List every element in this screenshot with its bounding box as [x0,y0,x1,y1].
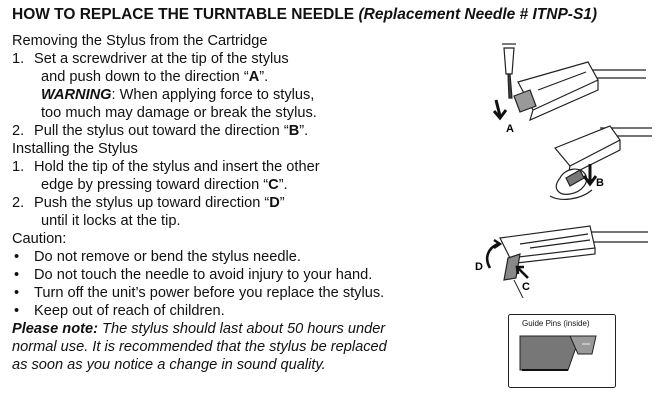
installing-step-2: 2. Push the stylus up toward direction “D” [12,195,285,211]
figure-guide-pins [508,314,616,388]
warning-label: WARNING [41,87,112,103]
warning: WARNING: When applying force to stylus, [41,87,315,103]
removing-step-1: 1. Set a screwdriver at the tip of the stylus [12,51,289,67]
warning-cont: too much may damage or break the stylus. [41,105,317,121]
title-subtitle: (Replacement Needle # ITNP-S1) [358,6,598,23]
removing-step-2: 2. Pull the stylus out toward the direction “B”. [12,123,309,139]
caution-heading: Caution: [12,231,67,247]
instructions [12,32,472,374]
arrow-c-icon [517,267,528,278]
label-a: A [506,123,514,135]
caution-item: • Turn off the unit’s power before you replace the stylus. [14,285,385,301]
guide-pins-label: Guide Pins (inside) [522,319,590,328]
figure-install [470,218,650,298]
installing-step-1: 1. Hold the tip of the stylus and insert the other [12,159,320,175]
label-c: C [522,281,530,293]
caution-item: • Do not touch the needle to avoid injury to your hand. [14,267,373,283]
step-number: 1. [12,51,25,67]
installing-step-2-cont: until it locks at the tip. [41,213,181,229]
label-b: B [596,177,604,189]
installing-step-1-cont: edge by pressing toward direction “C”. [41,177,288,193]
title-main: HOW TO REPLACE THE TURNTABLE NEEDLE [12,6,355,23]
arrow-a-icon [494,100,506,118]
figure-remove-pull [540,118,655,208]
removing-heading: Removing the Stylus from the Cartridge [12,33,268,49]
caution-item: • Do not remove or bend the stylus needle. [14,249,301,265]
page-title [12,6,597,24]
note: Please note: The stylus should last about 50 hours under normal use. It is recommended that the stylus be replaced as soon as you notice a change in sound quality. [12,321,387,373]
installing-heading: Installing the Stylus [12,141,138,157]
note-label: Please note: [12,321,98,337]
removing-step-1-cont: and push down to the direction “A”. [41,69,269,85]
label-d: D [475,261,483,273]
caution-item: • Keep out of reach of children. [14,303,225,319]
